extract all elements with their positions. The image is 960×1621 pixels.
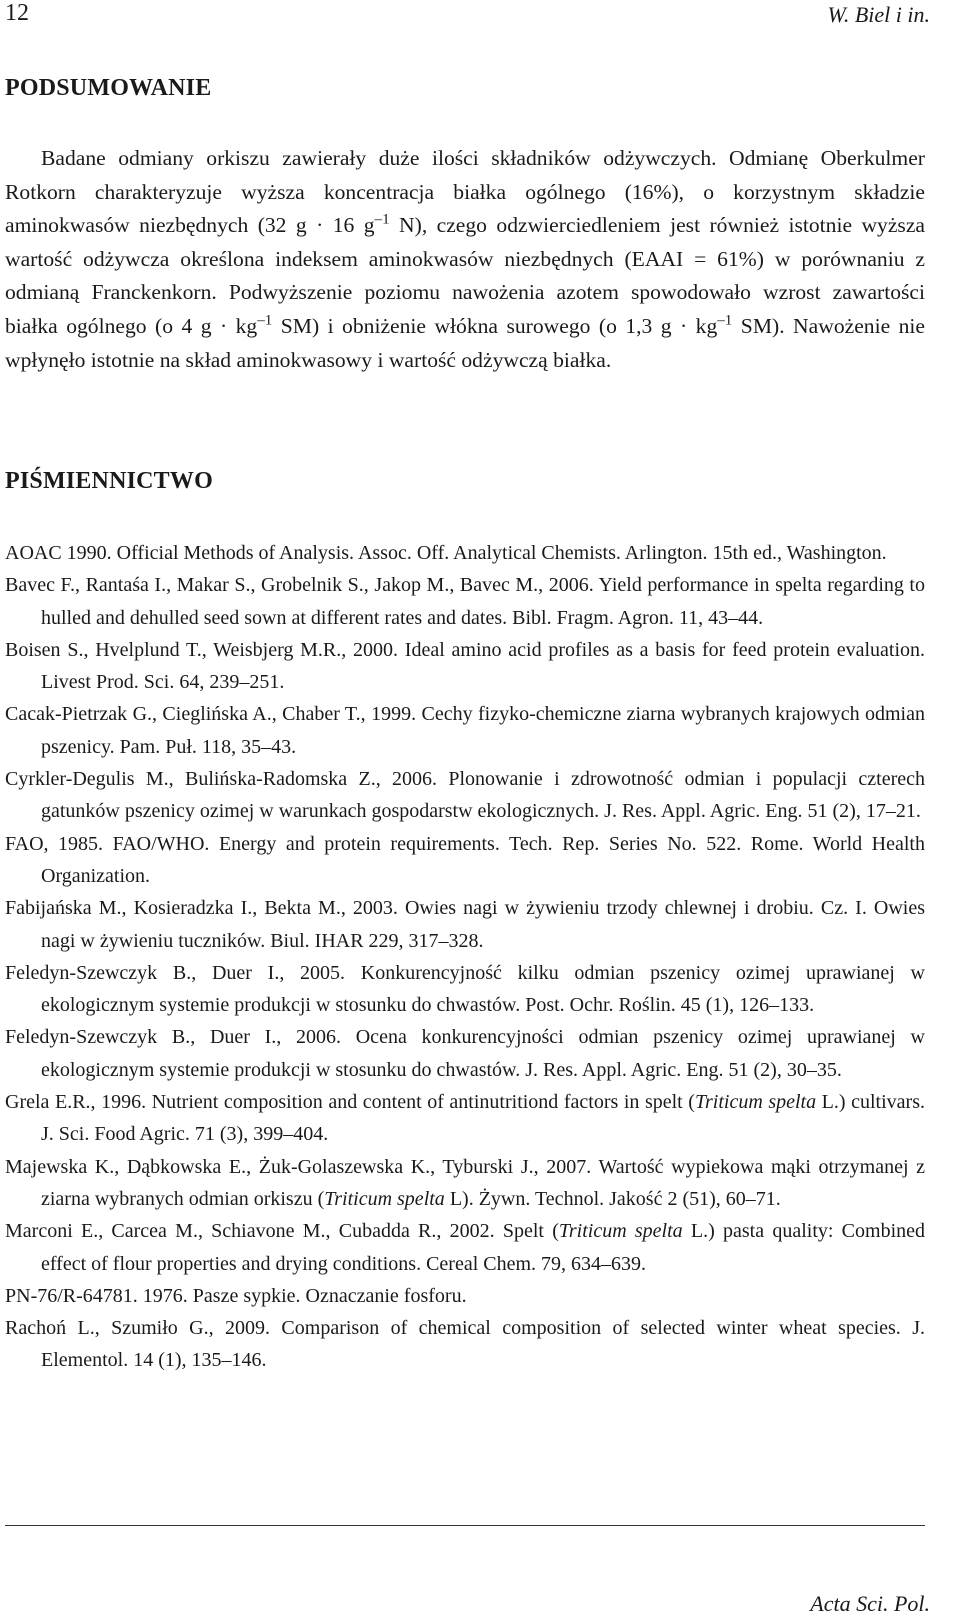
reference-item	[5, 763, 925, 828]
species-name: Triticum spelta	[558, 1220, 683, 1243]
reference-text: Marconi E., Carcea M., Schiavone M., Cubadda R., 2002. Spelt (	[5, 1220, 559, 1243]
reference-list	[5, 537, 925, 1377]
references-heading: PIŚMIENNICTWO	[5, 468, 213, 494]
reference-text: L). Żywn. Technol. Jakość 2 (51), 60–71.	[444, 1187, 781, 1210]
reference-item	[5, 892, 925, 957]
footer-rule	[5, 1525, 925, 1526]
reference-text: Fabijańska M., Kosieradzka I., Bekta M., 2003. Owies nagi w żywieniu trzody chlewnej i drobiu. Cz. I. Owies nagi w żywieniu tuczników. Biul. IHAR 229, 317–328.	[5, 897, 925, 952]
reference-item	[5, 537, 925, 569]
summary-paragraph: Badane odmiany orkiszu zawierały duże ilości składników odżywczych. Odmianę Oberkulmer Rotkorn charakteryzuje wyższa koncentracja białka ogólnego (16%), o korzystnym składzie aminokwasów niezbędnych (32 g · 16 $g^{-1}$ N), czego odzwierciedleniem jest również istotnie wyższa wartość odżywcza określona indeksem aminokwasów niezbędnych (EAAI = 61%) w porównaniu z odmianą Franckenkorn. Podwyższenie poziomu nawożenia azotem spowodowało wzrost zawartości białka ogólnego (o 4 $g \cdot kg^{-1}$ SM) i obniżenie włókna surowego (o 1,3 $g \cdot kg^{-1}$ SM). Nawożenie nie wpłynęło istotnie na skład aminokwasowy i wartość odżywczą białka.	[5, 146, 926, 372]
reference-item	[5, 1312, 925, 1377]
reference-text: Feledyn-Szewczyk B., Duer I., 2006. Ocena konkurencyjności odmian pszenicy ozimej uprawianej w ekologicznym systemie produkcji w stosunku do chwastów. J. Res. Appl. Agric. Eng. 51 (2), 30–35.	[5, 1026, 925, 1081]
reference-item	[5, 957, 925, 1022]
reference-item	[5, 1151, 925, 1216]
reference-text: L.) cultivars. J. Sci. Food Agric. 71 (3), 399–404.	[41, 1091, 925, 1146]
species-name: Triticum spelta	[324, 1187, 445, 1210]
reference-text: Cacak-Pietrzak G., Cieglińska A., Chaber T., 1999. Cechy fizyko-chemiczne ziarna wybranych krajowych odmian pszenicy. Pam. Puł. 118, 35–43.	[5, 703, 925, 758]
reference-text: PN-76/R-64781. 1976. Pasze sypkie. Oznaczanie fosforu.	[5, 1284, 467, 1307]
reference-text: Grela E.R., 1996. Nutrient composition and content of antinutritiond factors in spelt (	[5, 1091, 695, 1114]
reference-text: L.) pasta quality: Combined effect of flour properties and drying conditions. Cereal Chem. 79, 634–639.	[41, 1220, 925, 1275]
page-number: 12	[5, 0, 29, 26]
reference-text: Bavec F., Rantaśa I., Makar S., Grobelnik S., Jakop M., Bavec M., 2006. Yield performance in spelta regarding to hulled and dehulled seed sown at different rates and dates. Bibl. Fragm. Agron. 11, 43–44.	[5, 574, 925, 629]
reference-item	[5, 698, 925, 763]
reference-item	[5, 1280, 925, 1312]
reference-text: Majewska K., Dąbkowska E., Żuk-Golaszewska K., Tyburski J., 2007. Wartość wypiekowa mąki otrzymanej z ziarna wybranych odmian orkiszu (	[5, 1155, 925, 1210]
reference-text: FAO, 1985. FAO/WHO. Energy and protein requirements. Tech. Rep. Series No. 522. Rome. World Health Organization.	[5, 832, 925, 887]
reference-text: Feledyn-Szewczyk B., Duer I., 2005. Konkurencyjność kilku odmian pszenicy ozimej uprawianej w ekologicznym systemie produkcji w stosunku do chwastów. Post. Ochr. Roślin. 45 (1), 126–133.	[5, 961, 925, 1017]
footer-journal-title: Acta Sci. Pol.	[810, 1591, 930, 1616]
reference-text: Boisen S., Hvelplund T., Weisbjerg M.R., 2000. Ideal amino acid profiles as a basis for feed protein evaluation. Livest Prod. Sci. 64, 239–251.	[5, 638, 925, 694]
reference-item	[5, 1086, 925, 1151]
running-head: W. Biel i in.	[827, 2, 930, 27]
reference-item	[5, 1215, 925, 1280]
summary-heading: PODSUMOWANIE	[5, 75, 212, 101]
reference-item	[5, 828, 925, 893]
reference-item	[5, 569, 925, 634]
species-name: Triticum spelta	[694, 1091, 817, 1114]
reference-item	[5, 1021, 925, 1086]
reference-text: AOAC 1990. Official Methods of Analysis. Assoc. Off. Analytical Chemists. Arlington. 15th ed., Washington.	[5, 542, 887, 564]
reference-text: Rachoń L., Szumiło G., 2009. Comparison of chemical composition of selected winter wheat species. J. Elementol. 14 (1), 135–146.	[5, 1317, 925, 1372]
reference-text: Cyrkler-Degulis M., Bulińska-Radomska Z., 2006. Plonowanie i zdrowotność odmian i populacji czterech gatunków pszenicy ozimej w warunkach gospodarstw ekologicznych. J. Res. Appl. Agric. Eng. 51 (2), 17–21.	[5, 768, 925, 823]
reference-item	[5, 634, 925, 699]
